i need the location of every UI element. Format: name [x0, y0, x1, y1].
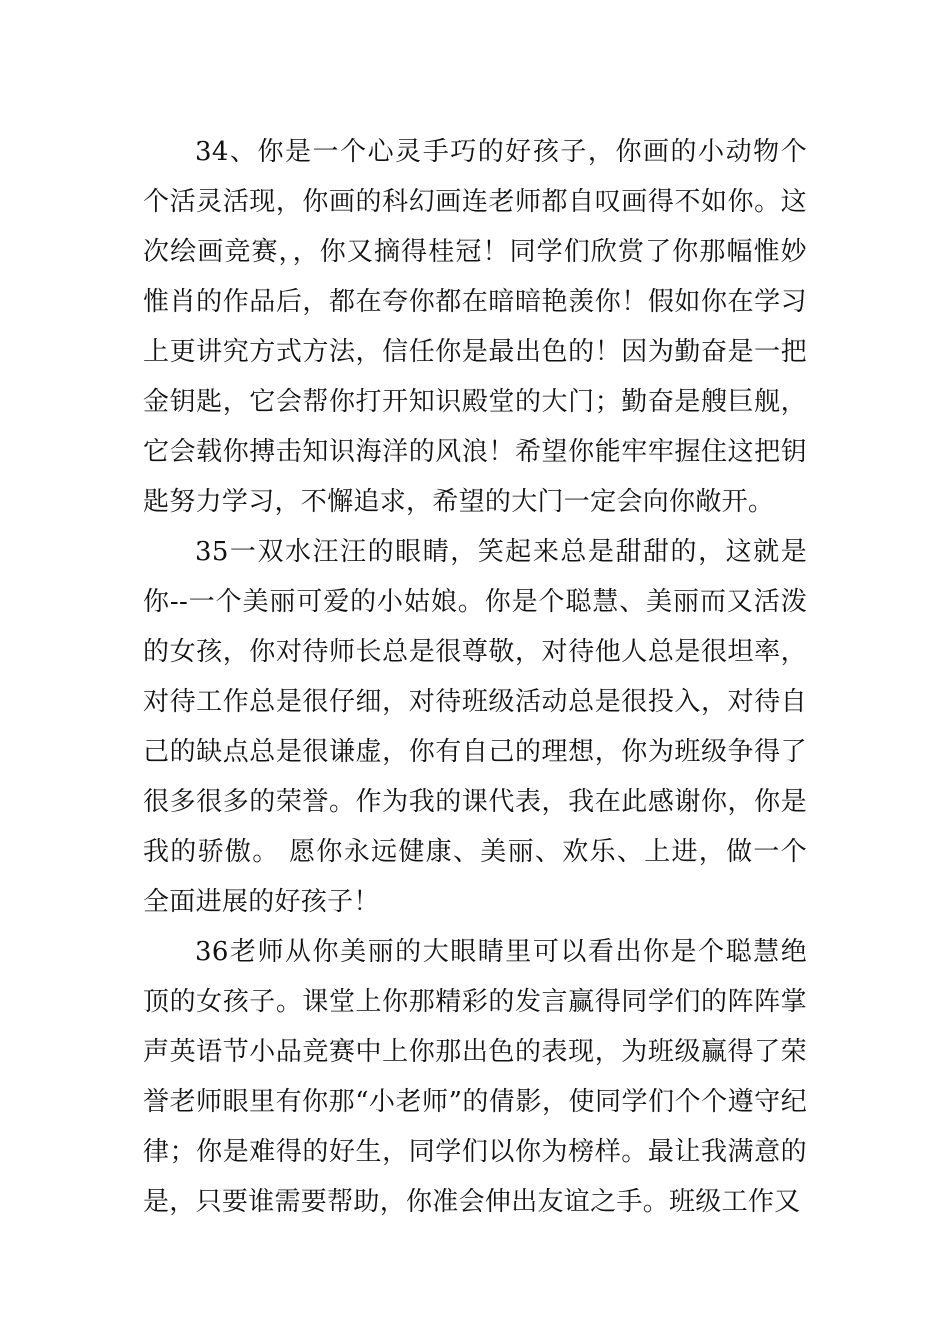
paragraph-34: 34、你是一个心灵手巧的好孩子，你画的小动物个个活灵活现，你画的科幻画连老师都自叹画得不如你。这次绘画竞赛，，你又摘得桂冠！同学们欣赏了你那幅惟妙惟肖的作品后，都在夸你都在暗暗艳羡你！假如你在学习上更讲究方式方法，信任你是最出色的！因为勤奋是一把金钥匙，它会帮你打开知识殿堂的大门；勤奋是艘巨舰，它会载你搏击知识海洋的风浪！希望你能牢牢握住这把钥匙努力学习，不懈追求，希望的大门一定会向你敞开。	[143, 137, 807, 517]
document-body	[143, 127, 807, 1227]
paragraph-35: 35一双水汪汪的眼睛，笑起来总是甜甜的，这就是你--一个美丽可爱的小姑娘。你是个聪慧、美丽而又活泼的女孩，你对待师长总是很尊敬，对待他人总是很坦率，对待工作总是很仔细，对待班级活动总是很投入，对待自己的缺点总是很谦虚，你有自己的理想，你为班级争得了很多很多的荣誉。作为我的课代表，我在此感谢你，你是我的骄傲。 愿你永远健康、美丽、欢乐、上进，做一个全面进展的好孩子！	[143, 537, 807, 917]
paragraph-36: 36老师从你美丽的大眼睛里可以看出你是个聪慧绝顶的女孩子。课堂上你那精彩的发言赢得同学们的阵阵掌声英语节小品竞赛中上你那出色的表现，为班级赢得了荣誉老师眼里有你那“小老师”的倩影，使同学们个个遵守纪律；你是难得的好生，同学们以你为榜样。最让我满意的是，只要谁需要帮助，你准会伸出友谊之手。班级工作又	[143, 937, 807, 1217]
